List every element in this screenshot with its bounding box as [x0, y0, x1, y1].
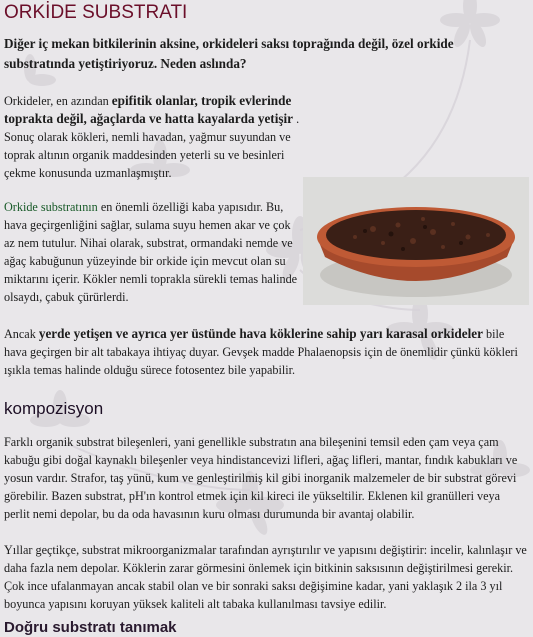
page-title: ORKİDE SUBSTRATI	[4, 2, 188, 23]
intro-question: Diğer iç mekan bitkilerinin aksine, orkideleri saksı toprağında değil, özel orkide substratında yetiştiriyoruz. Neden aslında?	[4, 36, 454, 71]
orkide-substrati-link[interactable]: Orkide substratının	[4, 200, 98, 214]
p1-text-a: Orkideler, en azından	[4, 94, 112, 108]
paragraph-decomposition: Yıllar geçtikçe, substrat mikroorganizmalar tarafından ayrıştırılır ve yapısını değiştirir: incelir, kalınlaşır ve daha fazla nem depolar. Köklerin zarar görmesini önlemek için bitkinin saksısının değiştirilmesi gerekir. Çok ince ufalanmayan ancak stabil olan ve bir sonraki saksı değişimine kadar, yani yaklaşık 2 ila 3 yıl boyunca yapısını koruyan yüksek kaliteli alt tabaka kullanılması tavsiye edilir.	[4, 543, 527, 611]
next-section-heading: Doğru substratı tanımak	[4, 619, 177, 636]
paragraph-components: Farklı organik substrat bileşenleri, yani genellikle substratın ana bileşenini temsil eden çam veya çam kabuğu gibi doğal kaynaklı bileşenler veya hindistancevizi lifleri, ağaç lifleri, mantar, fındık kabukları ve yosun vardır. Strafor, taş yünü, kum ve genleştirilmiş kil gibi inorganik malzemeler de bir substrat görevi görebilir. Bazen substrat, pH'ın kontrol etmek için kil kireci ile yükseltilir. Eklenen kil granülleri veya perlit nemi depolar, bu da oda havasının kuru olması durumunda bir avantaj olabilir.	[4, 435, 518, 521]
p2-text: en önemli özelliği kaba yapısıdır. Bu, hava geçirgenliğini sağlar, sulama suyu hemen akar ve çok az nem tutulur. Nihai olarak, substrat, ormandaki nemde ve ağaç kabuğunun yüzeyinde bir orkide için mevcut olan su miktarını içerir. Kökler nemli toprakla sürekli temas halinde olsaydı, çabuk çürürlerdi.	[4, 200, 298, 304]
p3-text-c: bile hava geçirgen bir alt tabakaya ihtiyaç duyar. Gevşek madde Phalaenopsis için de önemlidir çünkü kökleri ışıkla temas halinde olduğu sürece fotosentez bile yapabilir.	[4, 327, 518, 377]
orchid-substrate-bowl-image	[303, 177, 529, 305]
paragraph-substrate-structure	[4, 198, 302, 306]
p3-text-a: Ancak	[4, 327, 39, 341]
paragraph-epiphytic	[4, 92, 300, 182]
paragraph-semi-terrestrial	[4, 325, 526, 379]
article-body	[4, 92, 533, 637]
p1-text-bold: epifitik olanlar, tropik evlerinde toprakta değil, ağaçlarda ve hatta kayalarda yetişir	[4, 93, 294, 126]
p1-text-c: . Sonuç olarak kökleri, nemli havadan, yağmur suyundan ve toprak altının organik maddesinden yeterli su ve besinleri çekme konusunda uzmanlaşmıştır.	[4, 112, 300, 180]
composition-heading: kompozisyon	[4, 399, 104, 418]
p3-text-bold: yerde yetişen ve ayrıca yer üstünde hava köklerine sahip yarı karasal orkideler	[38, 326, 483, 341]
